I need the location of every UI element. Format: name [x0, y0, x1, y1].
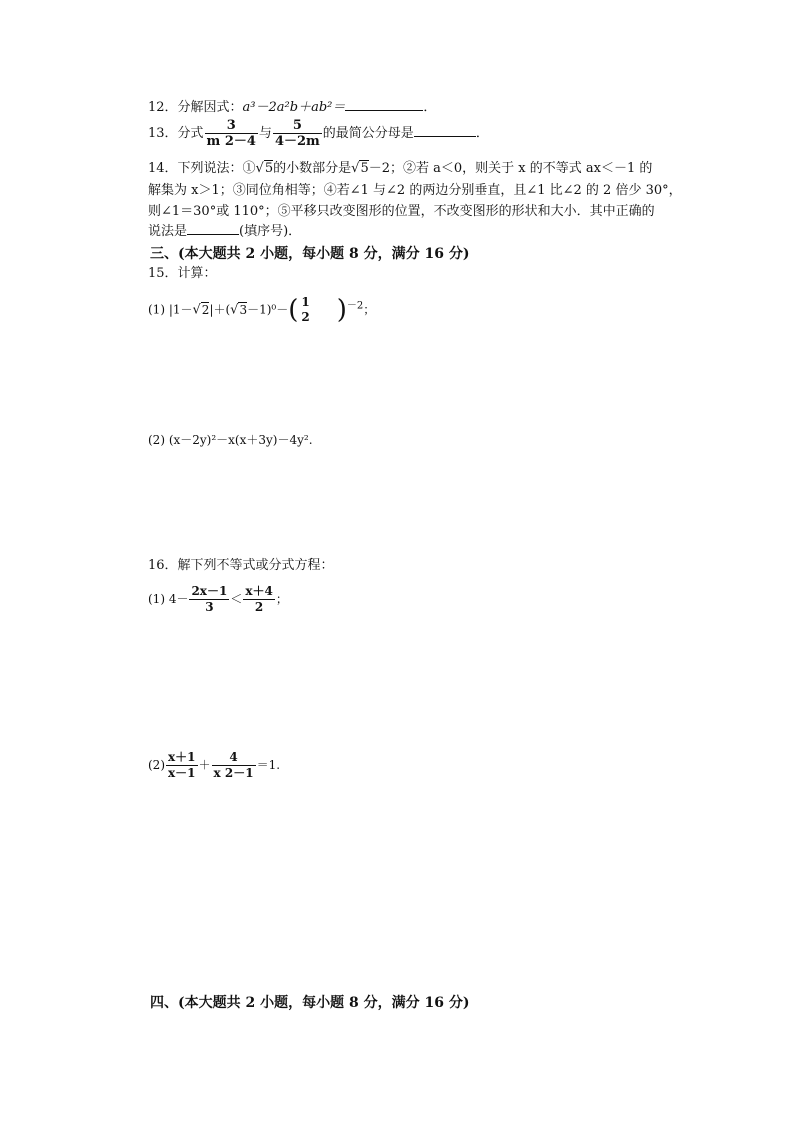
q12-expression: a³－2a²b＋ab²＝: [242, 100, 346, 115]
q15-part-1: [148, 295, 375, 325]
left-paren-icon: (: [288, 295, 299, 325]
q16-p2-part-a: (2): [148, 758, 165, 772]
q15-p1-part-b: |＋(: [209, 302, 231, 317]
q13-frac2-denominator: 4－2m: [274, 134, 320, 149]
sqrt-icon: √: [255, 161, 264, 176]
q16-p2-fraction-1: [166, 750, 198, 781]
q12-suffix: ．: [423, 100, 437, 115]
q14-line4-part-b: (填序号)．: [239, 224, 302, 239]
q13-frac1-numerator: 3: [205, 118, 258, 134]
q16-title: 16．解下列不等式或分式方程：: [148, 558, 334, 573]
q14-answer-blank[interactable]: [187, 222, 239, 235]
q16-p1-part-a: (1) 4－: [148, 592, 189, 606]
q13-mid: 与: [258, 126, 272, 141]
q15-p1-part-a: (1) |1－: [148, 302, 193, 317]
q15-fraction: [299, 295, 311, 325]
q14-line1-part-a: 14．下列说法：①: [148, 161, 256, 176]
q13-suffix: 的最简公分母是: [322, 126, 414, 141]
q15-exponent: －2: [346, 300, 364, 312]
q15-p1-part-c: －1)⁰－: [247, 302, 289, 317]
q13-fraction-1: [205, 118, 258, 149]
question-14-line-1: [148, 160, 652, 178]
q13-frac1-denominator: m 2－4: [206, 134, 256, 149]
q16-p1-f2-numerator: x＋4: [245, 584, 273, 598]
q16-part-2: [148, 750, 280, 781]
q16-p1-f1-denominator: 3: [205, 600, 214, 614]
q14-line4-part-a: 说法是: [148, 224, 188, 239]
q15-title: 15．计算：: [148, 266, 217, 281]
q16-p2-operator: ＋: [198, 758, 211, 772]
q15-p1-end: ；: [363, 302, 376, 317]
q12-answer-blank[interactable]: [345, 98, 423, 111]
sqrt-icon: √: [230, 302, 239, 318]
section-3-heading: 三、(本大题共 2 小题，每小题 8 分，满分 16 分): [150, 246, 470, 262]
sqrt-icon: √: [351, 161, 360, 176]
right-paren-icon: ): [336, 295, 347, 325]
question-14-line-4: [148, 222, 301, 241]
q16-p1-fraction-2: [243, 584, 275, 615]
q14-radicand-2: 5: [360, 161, 369, 176]
q15-frac-numerator: 1: [301, 295, 310, 309]
sqrt-icon: √: [192, 302, 201, 318]
q14-radicand-1: 5: [264, 161, 274, 176]
q13-answer-blank[interactable]: [414, 124, 476, 137]
q16-p1-fraction-1: [189, 584, 229, 615]
q13-frac2-numerator: 5: [273, 118, 322, 134]
q15-part-2: (2) (x－2y)²－x(x＋3y)－4y².: [148, 433, 313, 447]
q16-p1-f2-denominator: 2: [254, 600, 264, 614]
q15-radicand-1: 2: [201, 302, 210, 317]
q15-frac-denominator: 2: [301, 310, 310, 324]
q16-part-1: [148, 584, 288, 615]
section-4-heading: 四、(本大题共 2 小题，每小题 8 分，满分 16 分): [150, 995, 470, 1011]
question-14-line-3: 则∠1＝30°或 110°；⑤平移只改变图形的位置，不改变图形的形状和大小．其中正确的: [148, 204, 655, 219]
question-14-line-2: 解集为 x＞1；③同位角相等；④若∠1 与∠2 的两边分别垂直，且∠1 比∠2 的 2 倍少 30°，: [148, 183, 682, 198]
q16-p2-fraction-2: [212, 750, 256, 781]
q16-p2-f1-numerator: x＋1: [168, 750, 196, 764]
q16-p1-f1-numerator: 2x－1: [191, 584, 228, 598]
q16-p2-end: ＝1.: [256, 758, 281, 772]
q16-p2-f2-numerator: 4: [212, 750, 256, 766]
q13-fraction-2: [273, 118, 322, 149]
question-12: [148, 98, 436, 117]
q15-radicand-2: 3: [239, 302, 248, 317]
q14-line1-part-b: 的小数部分是: [273, 161, 352, 176]
q13-end: ．: [475, 126, 489, 141]
q16-p2-f2-denominator: x 2－1: [213, 766, 254, 780]
q13-prefix: 13．分式: [148, 126, 204, 141]
q16-p2-f1-denominator: x－1: [168, 766, 196, 780]
q14-line1-part-c: －2；②若 a＜0，则关于 x 的不等式 ax＜－1 的: [368, 161, 653, 176]
q16-p1-operator: ＜: [230, 592, 243, 606]
q12-prefix: 12．分解因式：: [148, 100, 243, 115]
question-13: [148, 118, 489, 149]
q16-p1-end: ；: [275, 592, 288, 606]
